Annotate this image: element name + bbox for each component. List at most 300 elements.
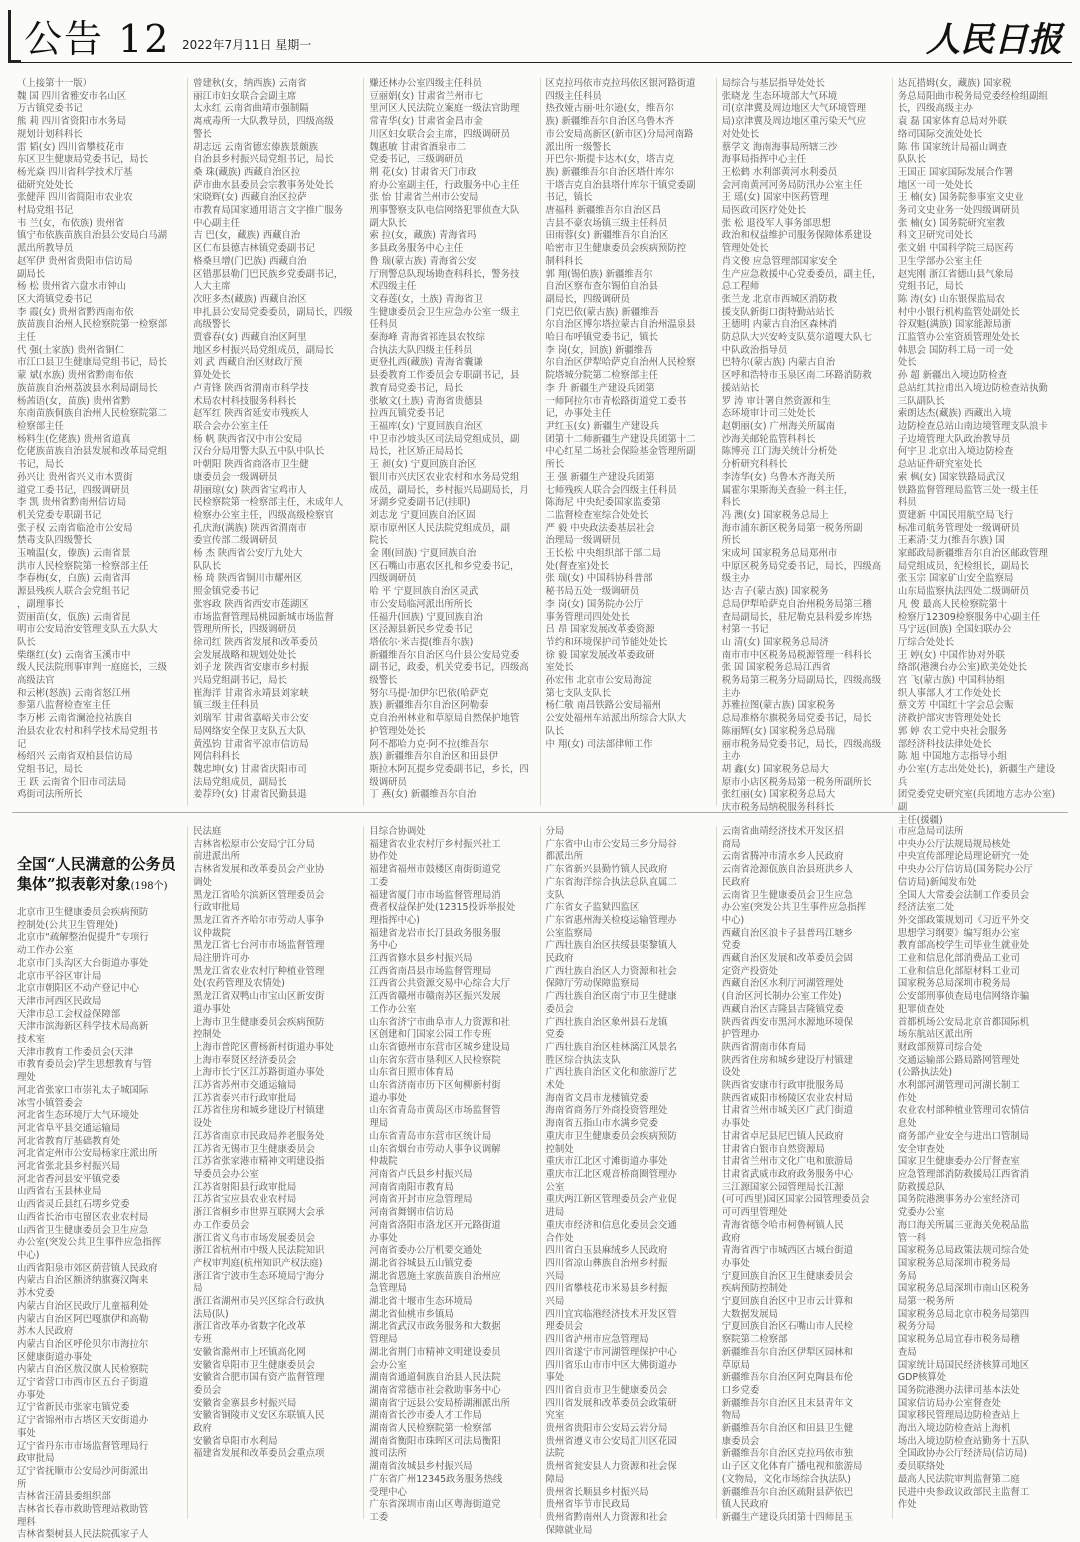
text-line: 务司文史业务一处四级调研员	[897, 205, 1020, 217]
text-line: 杨 松 贵州省六盘水市钟山	[17, 281, 127, 293]
text-line: (文物局，文化市场综合执法队)	[721, 1473, 851, 1485]
text-line: 照金镇党委书记	[193, 586, 259, 598]
text-line: 卢青锋 陕西省渭南市科学技	[193, 382, 309, 394]
text-line: 区呼和浩特市玉泉区南二环路消防救	[721, 370, 872, 382]
text-line: 科员	[897, 497, 917, 509]
text-line: 刘子龙 陕西省安康市乡村振	[193, 662, 309, 674]
text-line: 重庆市卫生健康委员会疾病预防	[545, 1130, 677, 1142]
text-line: 道党工委书记，四级调研员	[17, 484, 130, 496]
text-line: 肖文俊 应急管理部国家安全	[721, 255, 838, 267]
text-line: 子边境管理大队政治教导员	[897, 433, 1011, 445]
bottom-column	[541, 826, 717, 1536]
text-line: 西藏自治区发展和改革委员会固	[721, 953, 853, 965]
text-line: 镇宁布依族苗族自治县公安局白马湖	[17, 230, 168, 242]
text-line: 队队长	[897, 154, 926, 166]
text-line: 王德明 内蒙古自治区森林消	[721, 319, 838, 331]
text-line: 广西壮族自治区桂林漓江风景名	[545, 1041, 677, 1053]
text-line: 四川省攀枝花市米易县乡村振	[545, 1283, 668, 1295]
text-line: 广东省中山市公安局三乡分局谷	[545, 838, 677, 850]
text-line: 北京市平谷区审计局	[17, 970, 102, 982]
text-line: 玉喃温(女，傣族) 云南省景	[17, 548, 131, 560]
text-line: 都派出所	[545, 851, 584, 863]
text-line: 天津市滨海新区科学技术局高新	[17, 1021, 149, 1033]
text-line: 村局党组书记	[17, 205, 74, 217]
text-line: 胡 鑫(女) 国家税务总局大	[721, 763, 829, 775]
text-line: 分局	[545, 826, 565, 837]
text-line: 草原局	[721, 1359, 750, 1371]
text-line: 局网络安全保卫支队五大队	[193, 725, 306, 737]
text-line: 次旺多杰(藏族) 西藏自治区	[193, 293, 307, 305]
text-line: 尔自治区伊犁哈萨克自治州人民检察	[545, 357, 696, 369]
text-line: 安徽省阜阳市卫生健康委员会	[193, 1359, 316, 1371]
text-line: 主任	[17, 332, 36, 344]
text-line: 湖南省衡阳市珠晖区司法局衡阳	[369, 1435, 501, 1447]
text-line: 张敏文(土族) 青海省贵德县	[369, 395, 483, 407]
text-line: 陈 旭 中国地方志指导小组	[897, 751, 1007, 763]
text-line: 高级法官	[17, 675, 55, 687]
text-line: 会发展战略和规划处处长	[193, 649, 297, 661]
text-line: 卫生学部办公室主任	[897, 255, 983, 267]
text-line: 山西省右玉县林业局	[17, 1186, 102, 1198]
text-line: 云南省曲靖经济技术开发区招	[721, 826, 844, 837]
text-line: 区错那县勒门巴民族乡党委副书记，	[193, 268, 344, 280]
text-line: 江西省修水县乡村振兴局	[369, 953, 473, 965]
text-line: 工委	[369, 1511, 389, 1523]
text-line: 织人事部人才工作处处长	[897, 687, 1001, 699]
text-line: 江西省公共资源交易中心综合大厅	[369, 978, 510, 990]
text-line: 贾睿春(女) 西藏自治区阿里	[193, 332, 307, 344]
text-line: 理指挥中心)	[369, 914, 420, 926]
text-line: 浙江省湖州市吴兴区综合行政执	[193, 1296, 325, 1308]
text-line: 人大主席	[193, 281, 231, 293]
text-line: 内蒙古自治区呼伦贝尔市海拉尔	[17, 1338, 149, 1350]
text-line: 市江口县卫生健康局党组书记，局长	[17, 357, 168, 369]
text-line: 级调研员	[369, 776, 407, 788]
text-line: 湖北省荆门市精神文明建设委员	[369, 1346, 501, 1358]
text-line: 上海市奉贤区经济委员会	[193, 1054, 297, 1066]
text-line: 科长	[721, 497, 741, 509]
text-line: 中央办公厅信访局(国务院办公厅	[897, 864, 1033, 876]
text-line: 防总队大兴安岭支队莫尔道嘎大队七	[721, 332, 872, 344]
text-line: 务局	[897, 1270, 917, 1282]
text-line: 李春梅(女，白族) 云南省洱	[17, 573, 131, 585]
text-line: 四级调研员	[369, 573, 417, 585]
text-line: 西藏自治区水利厅河湖管理处	[721, 978, 844, 990]
text-line: 市应急局司法所	[897, 826, 964, 837]
column-text	[193, 78, 358, 802]
column-text	[898, 78, 1063, 827]
text-line: 王 昶(女) 宁夏回族自治区	[369, 459, 477, 471]
text-line: 鲁 瑞(蒙古族) 青海省公安	[369, 255, 477, 267]
text-line: 族) 新疆维吾尔自治区乌鲁木齐	[545, 116, 675, 128]
text-line: 赵宪刚 浙江省德山县气象局	[897, 268, 1014, 280]
top-column	[188, 78, 364, 806]
text-line: 福建省厦门市市场监督管理局消	[369, 889, 501, 901]
text-line: 理处	[17, 1072, 36, 1084]
text-line: 庆市税务局纳税服务科科长	[721, 802, 835, 814]
text-line: 党委	[545, 1029, 565, 1041]
text-line: 苏雅拉图(蒙古族) 国家税务	[721, 700, 836, 712]
text-line: 会办公室	[369, 1359, 407, 1371]
text-line: 援站站长	[721, 382, 760, 394]
text-line: 杨 杰 陕西省公安厅九处大	[193, 548, 303, 560]
text-line: 杨 帆 陕西省汉中市公安局	[193, 433, 303, 445]
text-line: 浙江省宁波市生态环境局宁海分	[193, 1270, 325, 1282]
text-line: 原市原州区人民法院党组成员，副	[369, 522, 510, 534]
text-line: 孔庆海(满族) 陕西省渭南市	[193, 522, 307, 534]
text-line: 浙江省改革办省数字化改革	[193, 1321, 306, 1333]
text-line: 海口海关所属三亚海关免税品监	[897, 1219, 1030, 1231]
text-line: 思想学习纲要》编写组办公室	[897, 927, 1020, 939]
text-line: 万古镇党委书记	[17, 103, 83, 115]
text-line: 检察办公室主任，四级高级检察官	[193, 509, 334, 521]
text-line: 首都机场公安局北京首都国际机	[897, 1016, 1030, 1028]
text-line: 魏忠坤(女) 甘肃省庆阳市司	[193, 763, 307, 775]
text-line: 仡佬族苗族自治县发展和改革局党组	[17, 446, 168, 458]
text-line: 网信科科长	[193, 751, 241, 763]
text-line: 尔自治区博尔塔拉蒙古自治州温泉县	[545, 319, 696, 331]
text-line: 黑龙江省农业农村厅种植业管理	[193, 965, 325, 977]
text-line: 宁夏回族自治区卫生健康委员会	[721, 1270, 853, 1282]
text-line: 黄泓钧 甘肃省平凉市信访局	[193, 738, 309, 750]
text-line: 蔡文芳 中国红十字会总会赈	[897, 700, 1014, 712]
text-line: (公路执法处)	[897, 1067, 953, 1079]
text-line: 王 跃 云南省个旧市司法局	[17, 776, 127, 788]
text-line: 贺丽苗(女，佤族) 云南省昆	[17, 611, 131, 623]
text-line: 公安处福州车站派出所综合大队大	[545, 713, 687, 725]
text-line: 王 瑶(女) 国家中医药管理	[721, 192, 829, 204]
text-line: 主办	[721, 687, 741, 699]
text-line: 民进中央参政议政部民主监督工	[897, 1486, 1030, 1498]
text-line: 蒙 斌(水族) 贵州省黔南布依	[17, 370, 134, 382]
text-line: 国家税务总局北京市税务局第四	[897, 1308, 1030, 1320]
text-line: 事处	[545, 1372, 565, 1384]
text-line: 徐司红 陕西省发展和改革委员	[193, 636, 319, 648]
text-line: 湖南省宁远县公安局桥湖湘派出所	[369, 1397, 510, 1409]
text-line: 水利部河湖管理司河湖长制工	[897, 1080, 1020, 1092]
text-line: 豆丽娟(女) 甘肃省兰州市七	[369, 90, 483, 102]
text-line: 山西省灵丘县红石塄乡党委	[17, 1199, 130, 1211]
text-line: 吉县不豪农场镇三级主任科员	[545, 217, 668, 229]
text-line: 山子区文化体育广播电视和旅游局	[721, 1461, 863, 1473]
text-line: 委员会	[193, 1384, 222, 1396]
bottom-column	[188, 826, 364, 1519]
text-line: 区泾源县新民乡党委书记	[369, 624, 473, 636]
text-line: 荆 花(女) 甘肃省天门市政	[369, 166, 477, 178]
text-line: 中心)	[721, 914, 745, 926]
text-line: 局)京津冀及周边地区重污染天气应	[721, 116, 866, 128]
text-line: 党委书记，三级调研员	[369, 154, 464, 166]
text-line: 干塔吉克自治县塔什库尔干镇党委副	[545, 179, 696, 191]
text-line: 天津市河西区民政局	[17, 995, 102, 1007]
text-line: 办事处	[721, 1118, 750, 1130]
text-line: 委宣传部二级调研员	[193, 535, 278, 547]
text-line: 管一科	[897, 1232, 926, 1244]
text-line: 吉林省长春市救助管理站救助管	[17, 1504, 149, 1516]
text-line: 河北省香河县安平镇党委	[17, 1173, 121, 1185]
text-line: 中心副主任	[193, 217, 241, 229]
text-line: 主任(援疆)	[897, 814, 943, 826]
text-line: 局综合与基层指导处处长	[721, 78, 825, 89]
text-line: 教育部高校学生司毕业生就业处	[897, 940, 1030, 952]
text-line: 处长	[897, 357, 917, 369]
text-line: 云南省腾冲市清水乡人民政府	[721, 851, 844, 863]
text-line: 海南省商务厅外商投资管理处	[545, 1105, 668, 1117]
text-line: 北京市“疏解整治促提升”专项行	[17, 932, 149, 944]
text-line: 处(督查室)处长	[545, 560, 610, 572]
text-line: 汉台分局用警大队五中队中队长	[193, 446, 325, 458]
text-line: 安全审查处	[897, 1143, 945, 1155]
text-line: 院长	[369, 535, 389, 547]
text-line: 吉林省发展和改革委员会产业协	[193, 864, 325, 876]
text-line: 王国正 国家国际发展合作署	[897, 166, 1014, 178]
text-line: 络部(港澳台办公室)欧美处处长	[897, 662, 1028, 674]
text-line: 财政部预算司综合处	[897, 1041, 983, 1053]
text-line: 陕西省咸阳市杨陵区农业农村局	[721, 1092, 853, 1104]
text-line: 党委办公室	[897, 1207, 945, 1219]
text-line: 广西壮族自治区扶绥县渠黎镇人	[545, 940, 677, 952]
text-line: 县委教育工作委员会专职副书记，县	[369, 370, 520, 382]
text-line: 河南省开封市应急管理局	[369, 1194, 473, 1206]
text-line: 党组书记，局长	[17, 763, 83, 775]
text-line: 办事处	[721, 1257, 750, 1269]
text-line: 室处长	[545, 662, 574, 674]
text-line: 山西省卫生健康委员会卫生应急	[17, 1224, 149, 1236]
text-line: 黑龙江省哈尔滨新区管理委员会	[193, 889, 325, 901]
text-line: 山东省东营市垦利区人民检察院	[369, 1054, 501, 1066]
text-line: 处(农药管理及农情处)	[193, 978, 285, 990]
text-line: 参第八监督检查室主任	[17, 700, 111, 712]
top-column	[541, 78, 717, 806]
text-line: 张健萍 四川省简阳市农业农	[17, 192, 133, 204]
text-line: 仲裁院	[369, 1156, 398, 1168]
text-line: 队队长	[193, 560, 222, 572]
text-line: 刑事警察支队电信网络犯罪侦查大队	[369, 205, 520, 217]
text-line: 重庆市经济和信息化委员会交通	[545, 1219, 677, 1231]
text-line: 张子权 云南省临沧市公安局	[17, 522, 133, 534]
text-line: 努尔马提·加伊尔巴依(哈萨克	[369, 687, 489, 699]
text-line: 议仲裁院	[193, 927, 231, 939]
text-line: 族苗族自治州人民检察院第一检察部	[17, 319, 168, 331]
text-line: 湖南省常德市社会救助事务中心	[369, 1384, 501, 1396]
text-line: 前进派出所	[193, 851, 241, 863]
text-line: 第七支队支队长	[545, 687, 612, 699]
text-line: 新疆维吾尔自治区疏附县萨依巴	[721, 1486, 853, 1498]
text-line: 息处	[897, 1118, 917, 1130]
text-line: 宋成坷 国家税务总局郑州市	[721, 548, 838, 560]
text-line: 院塔城分院第二检察部主任	[545, 370, 659, 382]
text-line: 工作办公室	[369, 1003, 417, 1015]
text-line: 控制处	[545, 1143, 574, 1155]
text-line: 管理处处长	[721, 243, 769, 255]
text-line: (自治区河长制办公室工作处)	[721, 991, 842, 1003]
text-line: 江西省南昌县市场监督管理局	[369, 965, 492, 977]
text-line: 崔海洋 甘肃省永靖县刘家峡	[193, 687, 309, 699]
text-line: 胜区综合执法支队	[545, 1054, 621, 1066]
text-line: 作处	[897, 1499, 917, 1511]
text-line: 络司国际交流处处长	[897, 128, 983, 140]
text-line: 江苏省宝应县农业农村局	[193, 1194, 297, 1206]
text-line: 国家税务总局深圳市税务局	[897, 978, 1011, 990]
text-line: 贵州省毕节市民政局	[545, 1499, 630, 1511]
text-line: 湖北省仙桃市乡镇局	[369, 1308, 454, 1320]
text-line: 丁 燕(女) 新疆维吾尔自治	[369, 789, 477, 801]
text-line: 冰雪小镇管委会	[17, 1097, 83, 1109]
text-line: 河南省南阳市教育局	[369, 1181, 454, 1193]
text-line: 严 毅 中央政法委基层社会	[545, 522, 655, 534]
text-line: 税务分局	[897, 1321, 936, 1333]
text-line: 里河区人民法院立案庭一级法官助理	[369, 103, 520, 115]
text-line: 安徽省金寨县乡村振兴局	[193, 1397, 297, 1409]
text-line: 础研究处处长	[17, 179, 74, 191]
text-line: 新疆维吾尔自治区伊犁区园林和	[721, 1346, 853, 1358]
text-line: 犯罪侦查处	[897, 1003, 945, 1015]
text-line: 设处	[721, 1067, 741, 1079]
text-line: 银川市兴庆区农业农村和水务局党组	[369, 471, 520, 483]
text-line: 刘瑞军 甘肃省嘉峪关市公安	[193, 713, 309, 725]
text-line: 口乡党委	[721, 1384, 760, 1396]
text-line: 办公室(突发公共卫生事件应急指挥	[721, 902, 866, 914]
text-line: 生健康委员会卫生应急办公室一级主	[369, 306, 520, 318]
text-line: 广东省深圳市南山区粤海街道党	[369, 1499, 501, 1511]
text-line: 护管理处处长	[369, 725, 426, 737]
text-line: 级主办	[721, 573, 750, 585]
text-line: 理科	[17, 1516, 36, 1528]
text-line: 河南省洛阳市洛龙区开元路街道	[369, 1219, 501, 1231]
text-line: 江苏省无锡市卫生健康委员会	[193, 1143, 316, 1155]
text-line: 新疆生产建设兵团第十四师昆玉	[721, 1511, 853, 1523]
text-line: 国家税务总局宜春市税务局稽	[897, 1334, 1020, 1346]
text-line: 术四级主任	[369, 281, 417, 293]
text-line: 地区一司一处处长	[897, 179, 973, 191]
text-line: 广西壮族自治区人力资源和社会	[545, 965, 677, 977]
announcement-headline	[17, 854, 182, 897]
text-line: 海市浦东新区税务局第一税务所副	[721, 522, 863, 534]
headline-count: (198个)	[130, 881, 168, 892]
text-line: 队长	[17, 636, 36, 648]
text-line: 贵州省黔南州人力资源和社会	[545, 1511, 668, 1523]
text-line: 四川省乐山市市中区大佛街道办	[545, 1359, 677, 1371]
text-line: 四川省遂宁市河湖管理保护中心	[545, 1346, 677, 1358]
text-line: 宫 飞(蒙古族) 中国科协组	[897, 675, 1005, 687]
text-line: 副局长，四级调研员	[545, 293, 630, 305]
text-line: 广西壮族自治区南宁市卫生健康	[545, 991, 677, 1003]
text-line: 王长松 中央组织部干部二局	[545, 548, 661, 560]
text-line: 西藏自治区浪卡子县普玛江塘乡	[721, 927, 853, 939]
text-line: 东南苗族侗族自治州人民检察院第二	[17, 408, 168, 420]
text-line: 控制处	[193, 1029, 222, 1041]
text-line: 甘肃省兰州市文化广电和旅游局	[721, 1156, 853, 1168]
text-line: 山东省日照市体育局	[369, 1067, 454, 1079]
text-line: 族) 新疆维吾尔自治区塔什库尔	[545, 166, 675, 178]
text-line: 张晓龙 生态环境部大气环境	[721, 90, 838, 102]
text-line: 标准司航务管理处一级调研员	[897, 522, 1020, 534]
text-line: 格桑旦增(门巴族) 西藏自治	[193, 255, 307, 267]
text-line: 术局农村科技服务科科长	[193, 395, 297, 407]
text-line: 工业和信息化部消费品工业司	[897, 953, 1020, 965]
text-line: 属霍尔果斯海关查验一科主任，	[721, 484, 853, 496]
bottom-column	[893, 826, 1068, 1519]
text-line: 规划计划科科长	[17, 128, 83, 140]
text-line: 袁 磊 国家体育总局对外联	[897, 116, 1007, 128]
text-line: 济救护部灾害管理处处长	[897, 713, 1001, 725]
text-line: 局	[193, 1283, 203, 1295]
text-line: 信访局)新闻发布处	[897, 876, 977, 888]
text-line: 民政府	[545, 953, 574, 965]
text-line: 书记，镇长	[545, 192, 593, 204]
text-line: 山东省济南市历下区甸柳新村街	[369, 1080, 501, 1092]
bottom-column	[364, 826, 540, 1523]
text-line: 山东省青岛市黄岛区市场监督管	[369, 1105, 501, 1117]
text-line: 哈密市卫生健康委员会疾病预防控	[545, 243, 687, 255]
text-line: 国家税务总局深圳市税务局	[897, 1257, 1011, 1269]
text-line: 苏木人民政府	[17, 1326, 74, 1338]
text-line: 尹红玉(女) 新疆生产建设兵	[545, 420, 659, 432]
text-line: 宁夏回族自治区中卫市云计算和	[721, 1296, 853, 1308]
text-line: 索 拉(女，藏族) 青海省玛	[369, 230, 477, 242]
text-line: 教育局党委书记，局长	[369, 382, 464, 394]
top-column	[893, 78, 1068, 826]
text-line: 级警长	[369, 675, 398, 687]
text-line: 七师残疾人联合会四级主任科员	[545, 484, 677, 496]
text-line: 孙兴让 贵州省兴义市木贾街	[17, 471, 133, 483]
text-line: 凡 俊 最高人民检察院第十	[897, 598, 1007, 610]
text-line: 制科科长	[545, 255, 584, 267]
text-line: 政审批局	[17, 1453, 55, 1465]
text-line: 阿不都哈力克·阿不拉(维吾尔	[369, 738, 489, 750]
text-line: 安徽省滁州市上坯镇高化网	[193, 1346, 306, 1358]
text-line: 安徽省合肥市国有资产监督管理	[193, 1372, 325, 1384]
text-line: 保障厅劳动保障监察局	[545, 978, 640, 990]
top-column	[12, 78, 188, 806]
text-line: 孙 超 新疆出入境边防检查	[897, 370, 1007, 382]
column-text	[546, 78, 711, 751]
text-line: 成员，副局长，乡村振兴局副局长，月	[369, 484, 529, 496]
text-line: 全国政协办公厅经济局(信访局)	[897, 1448, 1028, 1460]
text-line: 河北省生态环境厅大气环境处	[17, 1110, 139, 1122]
text-line: 管理局	[369, 1334, 398, 1346]
text-line: 杨仁敬 南昌铁路公安局福州	[545, 700, 661, 712]
text-line: 新疆维吾尔自治区乌什县公安局党委	[369, 649, 520, 661]
text-line: 究室	[545, 1410, 565, 1422]
text-line: 河北省教育厅基础教育处	[17, 1135, 121, 1147]
text-line: 湖南省人民检察院第一检察部	[369, 1423, 492, 1435]
text-line: 重庆两江新区管理委员会产业促	[545, 1194, 677, 1206]
text-line: 吉林省梨树县人民法院孤家子人	[17, 1529, 149, 1541]
text-line: 山东省济宁市曲阜市人力资源和社	[369, 1016, 510, 1028]
text-line: 文春莲(女，土族) 青海省卫	[369, 293, 483, 305]
text-line: 杨茜语(女，苗族) 贵州省黔	[17, 395, 131, 407]
text-line: 离戒毒所一大队教导员，四级高级	[193, 116, 334, 128]
text-line: 海事局指挥中心主任	[721, 154, 807, 166]
text-line: 达·吉子(蒙古族) 国家税务	[721, 586, 829, 598]
text-line: 目综合协调处	[369, 826, 426, 837]
text-line: 记，办事处主任	[545, 408, 612, 420]
bottom-column	[717, 826, 893, 1523]
text-line: (可可西里)园区国家公园管理委员会	[721, 1194, 870, 1206]
text-line: 陕西省西安市黑河水源地环境保	[721, 1016, 853, 1028]
text-line: 王 楠(女) 国务院参事室文史业	[897, 192, 1024, 204]
text-line: 海南省文昌市龙楼镇党委	[545, 1092, 649, 1104]
text-line: 杨 琦 陕西省铜川市耀州区	[193, 573, 303, 585]
text-line: 韩思会 国防科工局一司一处	[897, 344, 1014, 356]
top-column	[717, 78, 893, 814]
text-line: 内蒙古自治区敖汉旗人民检察院	[17, 1364, 149, 1376]
text-line: 曾建秋(女，纳西族) 云南省	[193, 78, 307, 89]
text-line: 山 清(女) 国家税务总局济	[721, 636, 829, 648]
text-line: 江苏省住房和城乡建设厅村镇建	[193, 1105, 325, 1117]
text-line: 苏木党委	[17, 1288, 55, 1300]
